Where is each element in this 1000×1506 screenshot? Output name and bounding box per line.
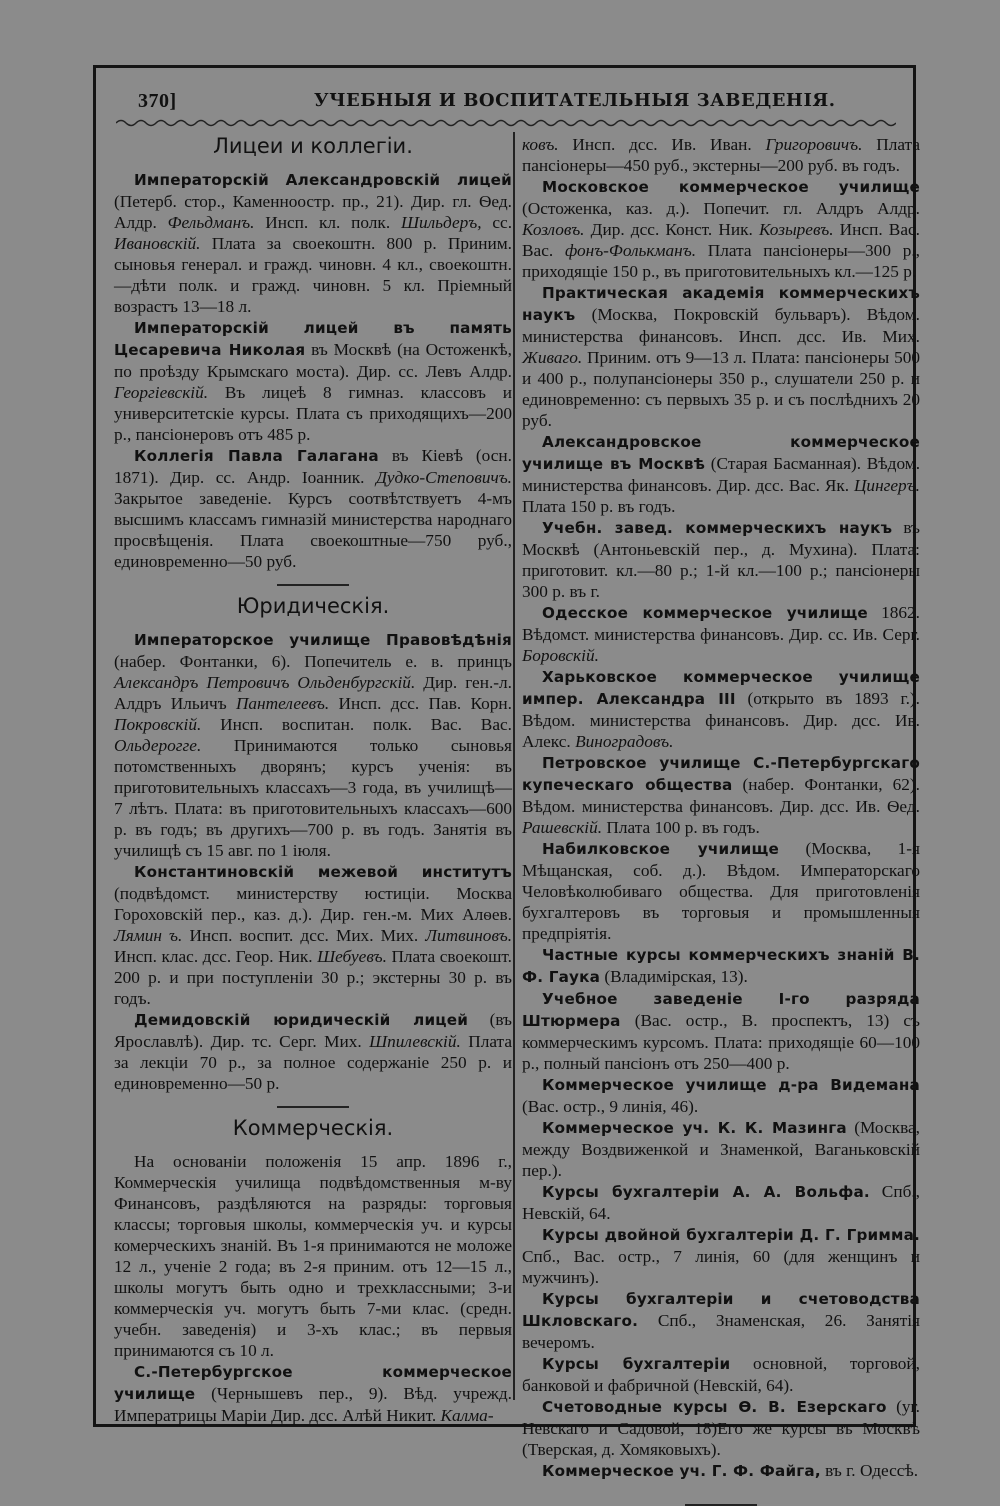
entry-faig-school: Коммерческое уч. Г. Ф. Файга, въ г. Одессѣ. bbox=[542, 1461, 919, 1480]
section-divider bbox=[277, 1106, 349, 1108]
running-title: УЧЕБНЫЯ И ВОСПИТАТЕЛЬНЫЯ ЗАВЕДЕНІЯ. bbox=[314, 90, 836, 111]
entry-moscow-commerce-school: Московское коммерческое училище (Остоженка, каз. д.). Попечит. гл. Алдръ Алдр. Козловъ. Дир. дсс. Конст. Ник. Козыревъ. Инсп. Вас. Вас. фонъ-Фолькманъ. Плата пансіонеры—300 р., приходящіе 150 р., въ приготовительныхъ кл.—125 р. bbox=[522, 178, 920, 281]
entry-wolf-courses: Курсы бухгалтеріи А. А. Вольфа. Спб., Невскій, 64. bbox=[522, 1182, 920, 1223]
page-number: 370] bbox=[138, 90, 177, 112]
entry-continuation: ковъ. Инсп. дсс. Ив. Иван. Григоровичъ. Плата пансіонеры—450 руб., экстерны—200 руб. въ годъ. bbox=[522, 135, 920, 175]
section-heading-law: Юридическія. bbox=[236, 594, 390, 618]
entry-wiedemann-school: Коммерческое училище д-ра Видемана (Вас. остр., 9 линія, 46). bbox=[522, 1076, 920, 1116]
entry-spb-commerce-school: С.-Петербургское коммерческое училище (Чернышевъ пер., 9). Вѣд. учрежд. Императрицы Маріи Дир. дсс. Алѣй Никит. Калма- bbox=[114, 1363, 512, 1425]
entry-practical-academy: Практическая академія коммерческихъ наукъ (Москва, Покровскій бульваръ). Вѣдом. министерства финансовъ. Инсп. дсс. Ив. Мих. Живаго. Приним. отъ 9—13 л. Плата: пансіонеры 500 и 400 р., полупансіонеры 350 р., слушатели 250 р. и единовременно: съ первыхъ 35 р. и съ послѣднихъ 20 руб. bbox=[522, 284, 920, 430]
column-divider bbox=[513, 132, 515, 1400]
entry-petrovskoe-school: Петровское училище С.-Петербургскаго купеческаго общества (набер. Фонтанки, 62). Вѣдом. министерства финансовъ. Дир. дсс. Ив. Ѳед. Рашевскій. Плата 100 р. въ годъ. bbox=[522, 754, 920, 837]
entry-alexandrovskoe-school: Александровское коммерческое училище въ Москвѣ (Старая Басманная). Вѣдом. министерства финансовъ. Дир. дсс. Вас. Як. Цингеръ. Плата 150 р. въ годъ. bbox=[522, 433, 921, 516]
section-divider bbox=[277, 584, 349, 586]
entry-mazing-school: Коммерческое уч. К. К. Мазинга (Москва, между Воздвиженкой и Знаменкой, Ваганьковскій пер.). bbox=[522, 1118, 920, 1180]
book-page bbox=[93, 65, 921, 1480]
entry-shklovsky-courses: Курсы бухгалтеріи и счетоводства Шкловскаго. Спб., Знаменская, 26. Занятія вечеромъ. bbox=[522, 1290, 920, 1352]
entry-law-school: Императорское училище Правовѣдѣнія (набер. Фонтанки, 6). Попечитель е. в. принцъ Александръ Петровичъ Ольденбургскій. Дир. ген.-л. Алдръ Ильичъ Пантелеевъ. Инсп. дсс. Пав. Корн. Покровскій. Инсп. воспитан. полк. Вас. Вас. Ольдерогге. Принимаются только сыновья потомственныхъ дворянъ; курсъ ученія: въ приготовительныхъ классахъ—3 года, въ училищѣ—7 лѣтъ. Плата: въ приготовительныхъ классахъ—600 р. въ годъ; въ другихъ—700 р. въ годъ. Занятія въ училищѣ съ 15 авг. по 1 іюля. bbox=[114, 631, 512, 860]
entry-nabilkovskoe-school: Набилковское училище (Москва, 1-я Мѣщанская, соб. д.). Вѣдом. Императорскаго Человѣколюбиваго общества. Для приготовленія бухгалтеровъ въ торговыя и промышленныя предпріятія. bbox=[522, 839, 920, 943]
entry-kharkov-school: Харьковское коммерческое училище импер. Александра III (открыто въ 1893 г.). Вѣдом. министерства финансовъ. Дир. дсс. Ив. Алекс. Виноградовъ. bbox=[522, 668, 920, 751]
wavy-rule bbox=[116, 118, 896, 128]
entry-demidov-lyceum: Демидовскій юридическій лицей (въ Ярославлѣ). Дир. тс. Серг. Мих. Шпилевскій. Плата за лекціи 70 р., за полное содержаніе 250 р. и единовременно—50 р. bbox=[114, 1010, 512, 1093]
entry-odessa-school: Одесское коммерческое училище 1862. Вѣдомст. министерства финансовъ. Дир. сс. Ив. Серг. Боровскій. bbox=[522, 603, 920, 665]
right-column bbox=[522, 134, 920, 1506]
entry-survey-institute: Константиновскій межевой институтъ (подвѣдомст. министерству юстиціи. Москва Гороховскій пер., каз. д.). Дир. ген.-м. Мих Алѳев. Лямин ъ. Инсп. воспит. дсс. Мих. Мих. Литвиновъ. Инсп. клас. дсс. Геор. Ник. Шебуевъ. Плата своекошт. 200 р. и при поступленіи 30 р.; экстерны 30 р. въ годъ. bbox=[114, 863, 513, 1008]
entry-nicholas-lyceum: Императорскій лицей въ память Цесаревича Николая въ Москвѣ (на Остоженкѣ, по проѣзду Крымскаго моста). Дир. сс. Левъ Алдр. Георгіевскій. Въ лицеѣ 8 гимназ. классовъ и университетскіе курсы. Плата съ приходящихъ—200 р., пансіонеровъ отъ 485 р. bbox=[114, 319, 512, 444]
entry-commerce-regulation: На основаніи положенія 15 апр. 1896 г., Коммерческія училища подвѣдомственныя м-ву Финансовъ, раздѣляются на разряды: торговыя классы; торговыя школы, коммерческія уч. и курсы комерческихъ знаній. Въ 1-я принимаются не моложе 12 л., ученіе 2 года; въ 2-я приним. отъ 12—15 л., школы могутъ быть одно и трехклассными; 3-и коммерческія уч. могутъ быть 7-ми клас. (средн. учебн. заведенія) и 3-хъ клас.; въ первыя принимаются съ 10 л. bbox=[114, 1152, 512, 1360]
page-header bbox=[134, 88, 905, 118]
entry-commerce-sciences: Учебн. завед. коммерческихъ наукъ въ Москвѣ (Антоньевскій пер., д. Мухина). Плата: приготовит. кл.—80 р.; 1-й кл.—100 р.; пансіонеры 300 р. въ г. bbox=[522, 518, 920, 601]
left-column bbox=[114, 134, 512, 1426]
entry-galagan-college: Коллегія Павла Галагана въ Кіевѣ (осн. 1871). Дир. сс. Андр. Іоанник. Дудко-Степовичъ. Закрытое заведеніе. Курсъ соотвѣтствуетъ 4-мъ высшимъ классамъ гимназій министерства народнаго просвѣщенія. Плата своекоштные—750 руб., единовременно—50 руб. bbox=[114, 446, 512, 571]
entry-ezersky-courses: Счетоводные курсы Ѳ. В. Езерскаго (уг. Невскаго и Садовой, 18)Его же курсы въ Москвѣ (Тверская, д. Хомяковыхъ). bbox=[522, 1397, 920, 1459]
entry-alexander-lyceum: Императорскій Александровскій лицей (Петерб. стор., Каменноостр. пр., 21). Дир. гл. Ѳед. Алдр. Фельдманъ. Инсп. кл. полк. Шильдеръ, сс. Ивановскій. Плата за своекоштн. 800 р. Приним. сыновья генерал. и гражд. чиновн. 4 кл., своекоштн.—дѣти полк. и гражд. чиновн. 5 кл. Пріемный возрастъ 13—18 л. bbox=[114, 171, 513, 316]
entry-grimm-courses: Курсы двойной бухгалтеріи Д. Г. Гримма. Спб., Вас. остр., 7 линія, 60 (для женщинъ и мужчинъ). bbox=[522, 1226, 920, 1287]
section-heading-lycees: Лицеи и коллегіи. bbox=[213, 134, 413, 158]
section-heading-commerce: Коммерческія. bbox=[232, 1116, 394, 1140]
entry-sturmer-school: Учебное заведеніе I-го разряда Штюрмера (Вас. остр., В. проспектъ, 13) съ коммерческимъ курсомъ. Плата: приходящіе 60—100 р., полный пансіонъ отъ 250—400 р. bbox=[522, 990, 920, 1073]
entry-gauk-courses: Частные курсы коммерческихъ знаній В. Ф. Гаука (Владимірская, 13). bbox=[522, 946, 920, 986]
entry-bookkeeping-courses: Курсы бухгалтеріи основной, торговой, банковой и фабричной (Невскій, 64). bbox=[522, 1354, 920, 1395]
